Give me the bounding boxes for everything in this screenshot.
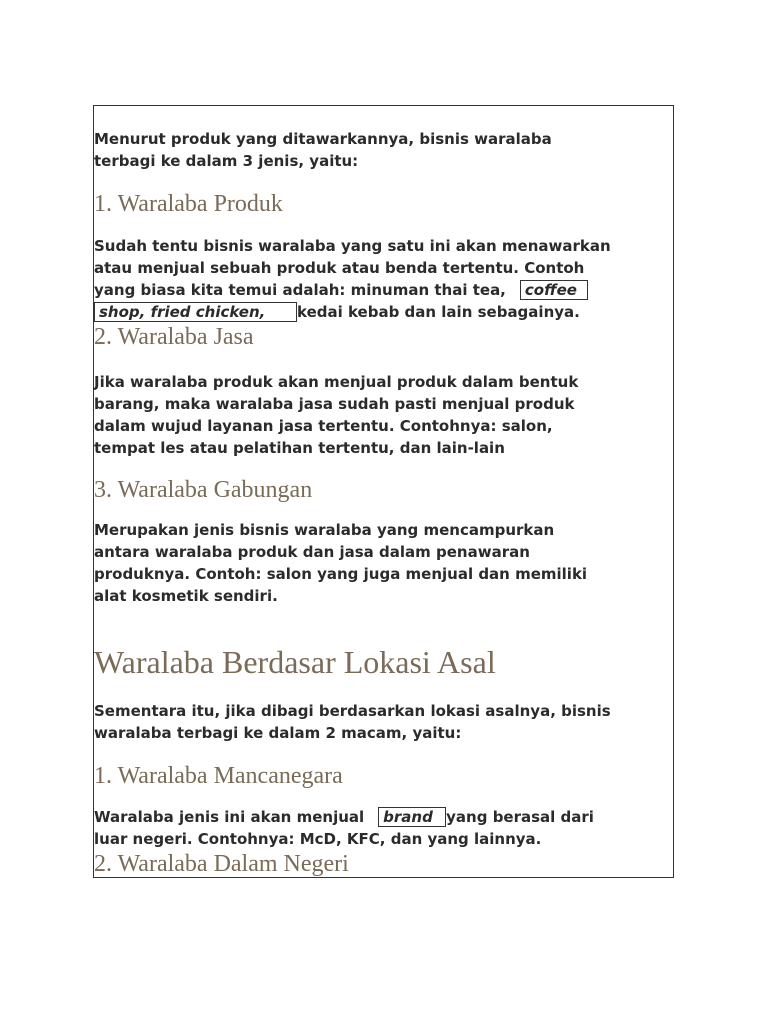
section-jasa-paragraph xyxy=(94,371,673,459)
lokasi-line-2: waralaba terbagi ke dalam 2 macam, yaitu: xyxy=(94,724,462,742)
section-gabungan-paragraph xyxy=(94,519,673,607)
section-gabungan-heading-wrap xyxy=(94,476,673,504)
gabungan-line-3: produknya. Contoh: salon yang juga menjual dan memiliki xyxy=(94,565,588,583)
highlight-box-coffee: coffee xyxy=(520,280,588,300)
jasa-line-1: Jika waralaba produk akan menjual produk dalam bentuk xyxy=(94,373,579,391)
lokasi-line-1: Sementara itu, jika dibagi berdasarkan lokasi asalnya, bisnis xyxy=(94,702,611,720)
gabungan-line-4: alat kosmetik sendiri. xyxy=(94,587,278,605)
produk-line-3 xyxy=(94,279,673,301)
produk-line-1: Sudah tentu bisnis waralaba yang satu ini akan menawarkan xyxy=(94,237,611,255)
intro-paragraph xyxy=(94,128,673,172)
mancanegara-line-1-rest: yang berasal dari xyxy=(446,808,594,826)
section-jasa-heading-wrap xyxy=(94,323,673,351)
mancanegara-line-1-text: Waralaba jenis ini akan menjual xyxy=(94,808,365,826)
section-jasa-heading: 2. Waralaba Jasa xyxy=(94,324,254,350)
document-page xyxy=(93,105,674,878)
jasa-line-4: tempat les atau pelatihan tertentu, dan lain-lain xyxy=(94,439,505,457)
section-lokasi-paragraph xyxy=(94,700,673,744)
section-lokasi-heading: Waralaba Berdasar Lokasi Asal xyxy=(94,644,496,680)
intro-line-1: Menurut produk yang ditawarkannya, bisnis waralaba xyxy=(94,130,552,148)
section-lokasi-heading-wrap xyxy=(94,644,673,680)
section-mancanegara-heading: 1. Waralaba Mancanegara xyxy=(94,763,343,789)
section-produk-paragraph xyxy=(94,235,673,323)
produk-line-4 xyxy=(94,301,673,323)
mancanegara-line-2: luar negeri. Contohnya: McD, KFC, dan yang lainnya. xyxy=(94,830,542,848)
produk-line-3-text: yang biasa kita temui adalah: minuman thai tea, xyxy=(94,281,506,299)
section-dalam-negeri-heading: 2. Waralaba Dalam Negeri xyxy=(94,851,349,877)
intro-line-2: terbagi ke dalam 3 jenis, yaitu: xyxy=(94,152,359,170)
section-mancanegara-paragraph xyxy=(94,806,673,850)
produk-line-2: atau menjual sebuah produk atau benda tertentu. Contoh xyxy=(94,259,585,277)
produk-line-4-text: kedai kebab dan lain sebagainya. xyxy=(297,303,580,321)
section-mancanegara-heading-wrap xyxy=(94,762,673,790)
mancanegara-line-1 xyxy=(94,806,673,828)
gabungan-line-1: Merupakan jenis bisnis waralaba yang mencampurkan xyxy=(94,521,555,539)
jasa-line-2: barang, maka waralaba jasa sudah pasti menjual produk xyxy=(94,395,575,413)
section-dalam-negeri-heading-wrap xyxy=(94,850,673,878)
highlight-box-shop-fried-chicken: shop, fried chicken, xyxy=(94,302,297,322)
section-produk-heading: 1. Waralaba Produk xyxy=(94,191,283,217)
gabungan-line-2: antara waralaba produk dan jasa dalam penawaran xyxy=(94,543,530,561)
jasa-line-3: dalam wujud layanan jasa tertentu. Contohnya: salon, xyxy=(94,417,553,435)
highlight-box-brand: brand xyxy=(378,807,446,827)
section-produk-heading-wrap xyxy=(94,190,673,218)
section-gabungan-heading: 3. Waralaba Gabungan xyxy=(94,477,313,503)
